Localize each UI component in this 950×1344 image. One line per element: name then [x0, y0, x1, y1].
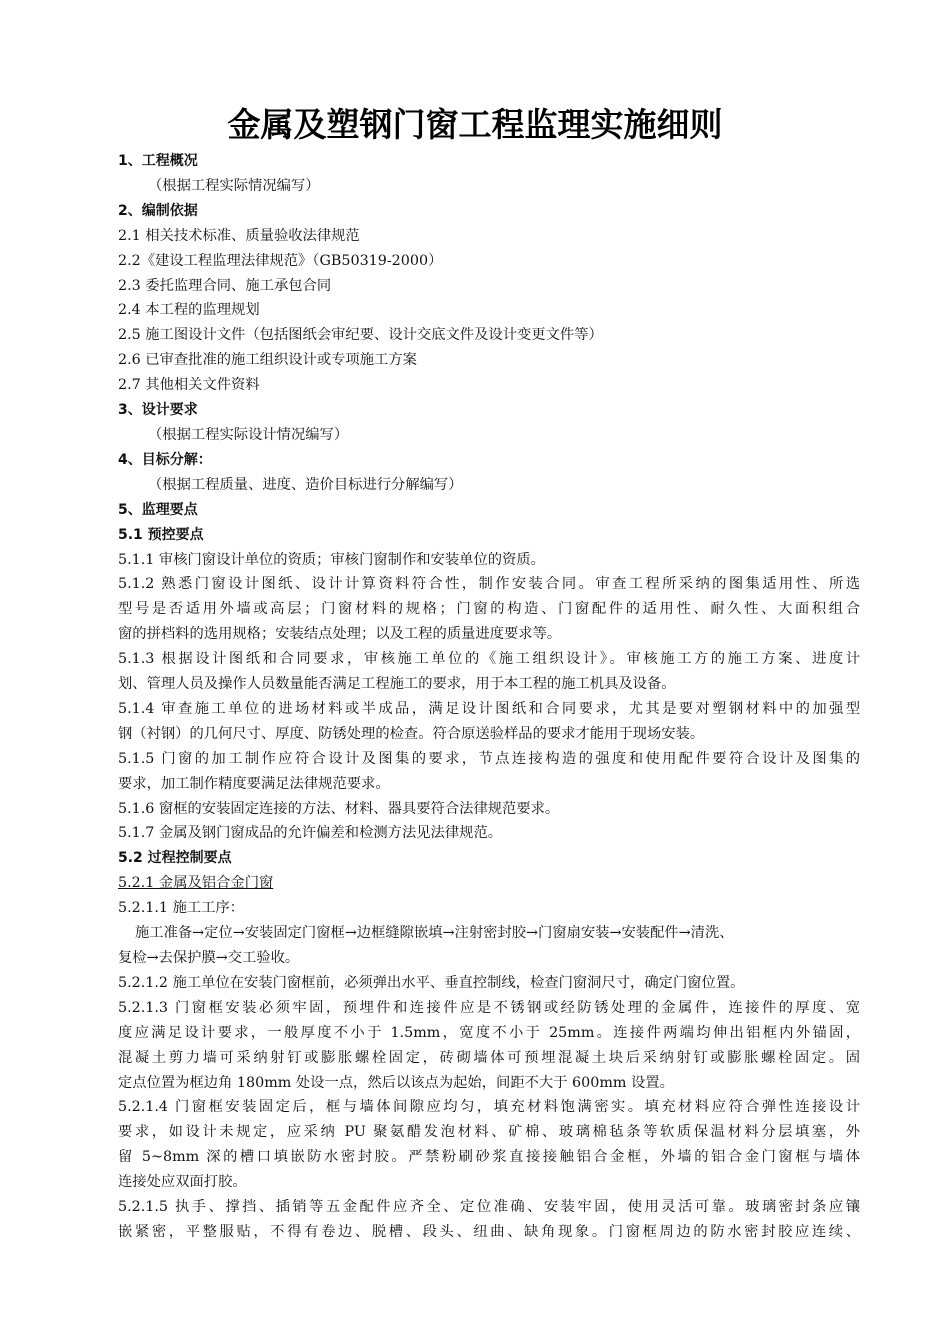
text-line: 5.1.6 窗框的安装固定连接的方法、材料、器具要符合法律规范要求。: [118, 800, 560, 817]
text-line: 5.1.4 审查施工单位的进场材料或半成品，满足设计图纸和合同要求，尤其是要对塑钢材料中的加强型: [118, 700, 860, 717]
text-line: （根据工程实际情况编写）: [148, 177, 320, 194]
text-line: 嵌紧密，平整服贴，不得有卷边、脱槽、段头、纽曲、缺角现象。门窗框周边的防水密封胶应连续、: [118, 1223, 860, 1240]
text-line: 5.1.1 审核门窗设计单位的资质；审核门窗制作和安装单位的资质。: [118, 551, 545, 568]
text-line: 5.1.3 根据设计图纸和合同要求，审核施工单位的《施工组织设计》。审核施工方的施工方案、进度计: [118, 651, 860, 668]
text-line: 5.2.1.1 施工工序：: [118, 900, 245, 917]
text-line: 留 5~8mm 深的槽口填嵌防水密封胶。严禁粉刷砂浆直接接触铝合金框，外墙的铝合金门窗框与墙体: [118, 1149, 860, 1166]
text-line: 2.4 本工程的监理规划: [118, 302, 260, 319]
text-line: 5.2.1 金属及铝合金门窗: [118, 875, 274, 892]
text-line: 要求，如设计未规定，应采纳 PU 聚氨醋发泡材料、矿棉、玻璃棉毡条等软质保温材料分层填塞，外: [118, 1124, 860, 1141]
text-line: 复检→去保护膜→交工验收。: [118, 950, 300, 966]
text-line: 5.1.5 门窗的加工制作应符合设计及图集的要求，节点连接构造的强度和使用配件要符合设计及图集的: [118, 750, 860, 767]
text-line: 5.2.1.5 执手、撑挡、插销等五金配件应齐全、定位准确、安装牢固，使用灵活可靠。玻璃密封条应镶: [118, 1199, 860, 1216]
text-line: 型号是否适用外墙或高层；门窗材料的规格；门窗的构造、门窗配件的适用性、耐久性、大面积组合: [118, 601, 860, 618]
document-body: [118, 149, 860, 1245]
section-heading: 1、工程概况: [118, 153, 198, 169]
section-heading: 4、目标分解：: [118, 451, 212, 468]
text-line: 施工准备→定位→安装固定门窗框→边框缝隙嵌填→注射密封胶→门窗扇安装→安装配件→清洗、: [135, 925, 734, 942]
text-line: 窗的拼档料的选用规格；安装结点处理；以及工程的质量进度要求等。: [118, 626, 562, 643]
text-line: 划、管理人员及操作人员数量能否满足工程施工的要求，用于本工程的施工机具及设备。: [118, 676, 676, 693]
text-line: 5.2.1.3 门窗框安装必须牢固，预埋件和连接件应是不锈钢或经防锈处理的金属件，连接件的厚度、宽: [118, 999, 860, 1016]
document-title: 金属及塑钢门窗工程监理实施细则: [227, 105, 723, 144]
text-line: 5.1.7 金属及钢门窗成品的允许偏差和检测方法见法律规范。: [118, 825, 503, 842]
text-line: 度应满足设计要求，一般厚度不小于 1.5mm，宽度不小于 25mm。连接件两端均伸出铝框内外锚固，: [118, 1024, 860, 1041]
section-heading: 3、设计要求: [118, 402, 198, 419]
text-line: 2.7 其他相关文件资料: [118, 377, 260, 394]
text-line: 定点位置为框边角 180mm 处设一点，然后以该点为起始，间距不大于 600mm 设置。: [118, 1074, 674, 1091]
section-heading: 2、编制依据: [118, 202, 198, 219]
text-line: （根据工程质量、进度、造价目标进行分解编写）: [148, 476, 463, 493]
section-heading: 5、监理要点: [118, 501, 198, 518]
text-line: 2.6 已审查批准的施工组织设计或专项施工方案: [118, 352, 417, 369]
text-line: 5.2.1.4 门窗框安装固定后，框与墙体间隙应均匀，填充材料饱满密实。填充材料应符合弹性连接设计: [118, 1099, 860, 1116]
text-line: 2.1 相关技术标准、质量验收法律规范: [118, 227, 360, 244]
text-line: 2.5 施工图设计文件（包括图纸会审纪要、设计交底文件及设计变更文件等）: [118, 327, 603, 344]
text-line: 混凝土剪力墙可采纳射钉或膨胀螺栓固定，砖砌墙体可预埋混凝土块后采纳射钉或膨胀螺栓固定。固: [118, 1049, 860, 1066]
text-line: 2.2《建设工程监理法律规范》（GB50319-2000）: [118, 252, 443, 269]
text-line: （根据工程实际设计情况编写）: [148, 426, 349, 443]
text-line: 5.2.1.2 施工单位在安装门窗框前，必须弹出水平、垂直控制线，检查门窗洞尺寸，确定门窗位置。: [118, 974, 745, 991]
text-line: 5.1.2 熟悉门窗设计图纸、设计计算资料符合性，制作安装合同。审查工程所采纳的图集适用性、所选: [118, 576, 860, 593]
section-heading: 5.2 过程控制要点: [118, 850, 232, 867]
text-line: 钢（衬钢）的几何尺寸、厚度、防锈处理的检查。符合原送验样品的要求才能用于现场安装。: [118, 725, 705, 742]
text-line: 2.3 委托监理合同、施工承包合同: [118, 277, 332, 294]
section-heading: 5.1 预控要点: [118, 526, 204, 543]
text-line: 连接处应双面打胶。: [118, 1174, 247, 1191]
text-line: 要求，加工制作精度要满足法律规范要求。: [118, 775, 390, 792]
